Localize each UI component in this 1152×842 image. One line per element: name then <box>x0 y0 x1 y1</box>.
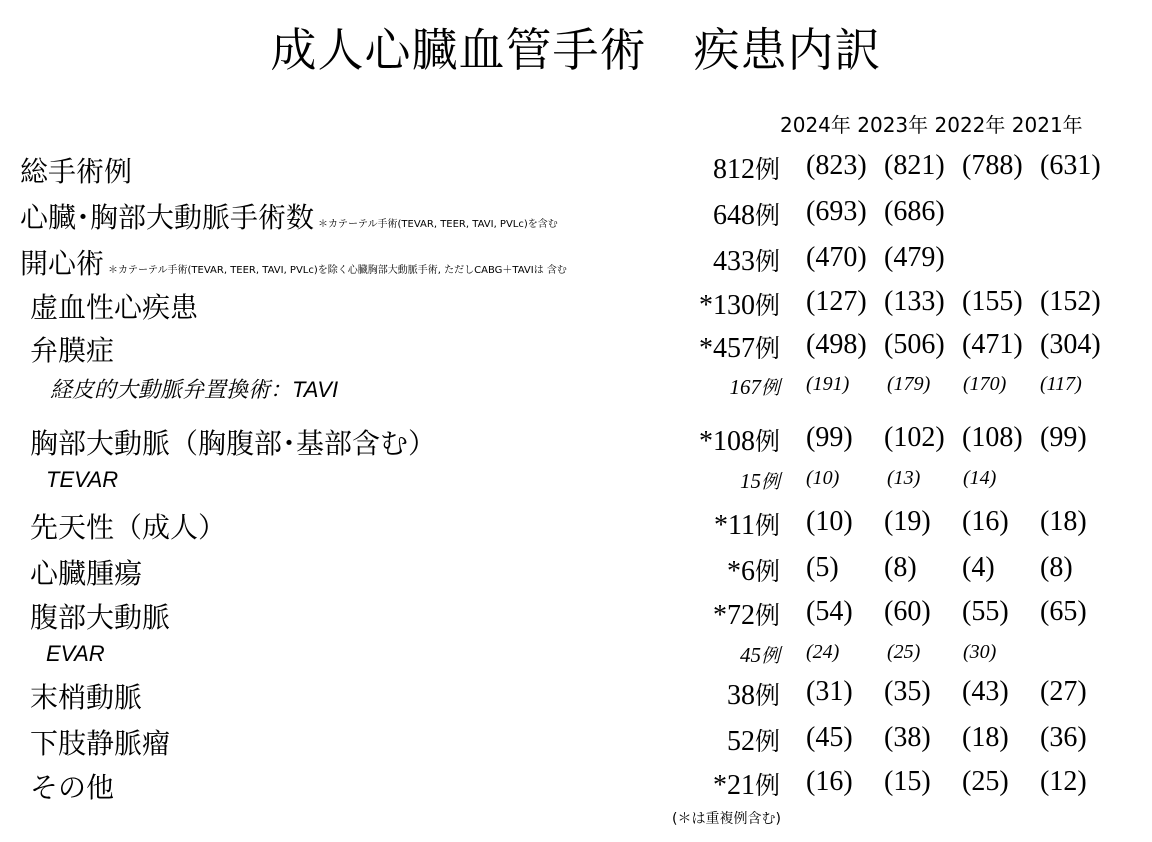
year-value: (155) <box>962 286 1023 317</box>
year-value: (30) <box>963 641 997 663</box>
year-value: (99) <box>806 422 853 453</box>
year-value: (65) <box>1040 596 1087 627</box>
count-number: 108 <box>712 426 755 457</box>
count-prefix: * <box>712 770 727 801</box>
year-value: (27) <box>1040 676 1087 707</box>
count-unit: 例 <box>760 377 780 399</box>
year-value: (788) <box>962 150 1023 181</box>
count-prefix: * <box>726 556 741 587</box>
row-label-text: TEVAR <box>46 467 119 492</box>
year-value: (821) <box>884 150 945 181</box>
year-value: (179) <box>887 373 931 395</box>
year-value: (12) <box>1040 766 1087 797</box>
count-number: 130 <box>712 290 755 321</box>
year-value: (479) <box>884 242 945 273</box>
year-value: (8) <box>1040 552 1073 583</box>
row-count <box>713 150 780 186</box>
count-unit: 例 <box>754 771 780 800</box>
count-number: 433 <box>712 246 755 277</box>
row-count <box>713 766 780 802</box>
count-number: 648 <box>712 200 755 231</box>
count-number: 52 <box>726 726 755 757</box>
count-prefix: * <box>714 510 729 541</box>
row-label-text: 腹部大動脈 <box>30 601 171 634</box>
row-count <box>713 596 780 632</box>
count-prefix: * <box>712 600 727 631</box>
slide-title: 成人心臓血管手術 疾患内訳 <box>270 23 882 77</box>
year-value: (35) <box>884 676 931 707</box>
row-label <box>30 596 170 636</box>
row-count <box>713 242 780 278</box>
count-unit: 例 <box>754 601 780 630</box>
count-unit: 例 <box>754 557 780 586</box>
row-note: ＊カテーテル手術(TEVAR, TEER, TAVI, PVLc)を除く心臓胸部大動脈手術, ただしCABG＋TAVIは 含む <box>108 265 567 276</box>
year-value: (43) <box>962 676 1009 707</box>
year-value: (10) <box>806 467 840 489</box>
count-unit: 例 <box>754 427 780 456</box>
row-count <box>714 506 780 542</box>
year-value: (631) <box>1040 150 1101 181</box>
year-value: (55) <box>962 596 1009 627</box>
row-label <box>30 722 170 762</box>
year-value: (13) <box>887 467 921 489</box>
year-value: (19) <box>884 506 931 537</box>
row-count <box>727 552 780 588</box>
year-value: (127) <box>806 286 867 317</box>
year-value: (117) <box>1040 373 1082 395</box>
row-label <box>50 373 338 404</box>
row-label-text: 先天性（成人） <box>30 511 227 544</box>
year-value: (470) <box>806 242 867 273</box>
count-number: 6 <box>740 556 755 587</box>
row-count <box>727 676 780 712</box>
footnote: (＊は重複例含む) <box>672 811 781 827</box>
count-number: 15 <box>739 469 761 493</box>
row-label <box>30 286 198 326</box>
year-value: (304) <box>1040 329 1101 360</box>
row-count <box>740 641 780 668</box>
count-unit: 例 <box>754 247 780 276</box>
year-value: (18) <box>962 722 1009 753</box>
year-value: (60) <box>884 596 931 627</box>
row-label-text: 虚血性心疾患 <box>30 291 199 324</box>
row-count <box>713 196 780 232</box>
row-label <box>30 766 114 806</box>
row-label <box>30 329 114 369</box>
year-value: (686) <box>884 196 945 227</box>
year-value: (823) <box>806 150 867 181</box>
count-unit: 例 <box>754 155 780 184</box>
row-label-text: EVAR <box>46 641 105 666</box>
row-label-text: 下肢静脈瘤 <box>30 727 171 760</box>
row-label <box>30 552 142 592</box>
row-label <box>20 242 567 282</box>
count-unit: 例 <box>754 334 780 363</box>
year-value: (108) <box>962 422 1023 453</box>
year-value: (24) <box>806 641 840 663</box>
row-label <box>20 150 132 190</box>
year-value: (191) <box>806 373 850 395</box>
count-unit: 例 <box>754 681 780 710</box>
count-unit: 例 <box>754 291 780 320</box>
year-value: (8) <box>884 552 917 583</box>
count-unit: 例 <box>754 201 780 230</box>
year-value: (10) <box>806 506 853 537</box>
year-value: (506) <box>884 329 945 360</box>
row-count <box>699 329 780 365</box>
year-value: (16) <box>962 506 1009 537</box>
year-value: (693) <box>806 196 867 227</box>
row-label <box>30 676 142 716</box>
years-header: 2024年 2023年 2022年 2021年 <box>780 113 1083 137</box>
row-count <box>727 722 780 758</box>
year-value: (54) <box>806 596 853 627</box>
year-value: (18) <box>1040 506 1087 537</box>
count-prefix: * <box>698 290 713 321</box>
count-unit: 例 <box>754 511 780 540</box>
count-unit: 例 <box>754 727 780 756</box>
count-number: 45 <box>739 643 761 667</box>
year-value: (5) <box>806 552 839 583</box>
count-number: 11 <box>728 510 755 541</box>
year-value: (36) <box>1040 722 1087 753</box>
row-count <box>729 373 780 400</box>
count-number: 21 <box>726 770 755 801</box>
row-label <box>30 506 226 546</box>
row-note: ＊カテーテル手術(TEVAR, TEER, TAVI, PVLc)を含む <box>318 219 558 230</box>
row-label <box>46 467 118 493</box>
year-value: (38) <box>884 722 931 753</box>
row-label-text: 末梢動脈 <box>30 681 143 714</box>
row-label-text: 心臓･胸部大動脈手術数 <box>20 201 315 234</box>
year-value: (133) <box>884 286 945 317</box>
count-unit: 例 <box>760 645 780 667</box>
year-value: (45) <box>806 722 853 753</box>
count-number: 72 <box>726 600 755 631</box>
count-prefix: * <box>698 426 713 457</box>
row-label-text: 開心術 <box>20 247 105 280</box>
row-label-text: 総手術例 <box>20 155 133 188</box>
year-value: (102) <box>884 422 945 453</box>
count-number: 167 <box>729 375 761 399</box>
row-label-text: 胸部大動脈（胸腹部･基部含む） <box>30 427 437 460</box>
year-value: (15) <box>884 766 931 797</box>
year-value: (31) <box>806 676 853 707</box>
row-label-text: 弁膜症 <box>30 334 115 367</box>
row-count <box>699 422 780 458</box>
year-value: (471) <box>962 329 1023 360</box>
year-value: (99) <box>1040 422 1087 453</box>
row-label <box>20 196 558 236</box>
count-prefix: * <box>698 333 713 364</box>
year-value: (170) <box>963 373 1007 395</box>
row-label <box>46 641 105 667</box>
row-label-text: 心臓腫瘍 <box>30 557 143 590</box>
count-number: 38 <box>726 680 755 711</box>
year-value: (14) <box>963 467 997 489</box>
count-number: 812 <box>712 154 755 185</box>
year-value: (16) <box>806 766 853 797</box>
row-label-text: 経皮的大動脈弁置換術：TAVI <box>50 377 339 402</box>
row-label-text: その他 <box>30 771 115 804</box>
row-count <box>699 286 780 322</box>
year-value: (25) <box>962 766 1009 797</box>
year-value: (4) <box>962 552 995 583</box>
count-number: 457 <box>712 333 755 364</box>
year-value: (498) <box>806 329 867 360</box>
row-label <box>30 422 436 462</box>
row-count <box>740 467 780 494</box>
year-value: (25) <box>887 641 921 663</box>
year-value: (152) <box>1040 286 1101 317</box>
count-unit: 例 <box>760 471 780 493</box>
